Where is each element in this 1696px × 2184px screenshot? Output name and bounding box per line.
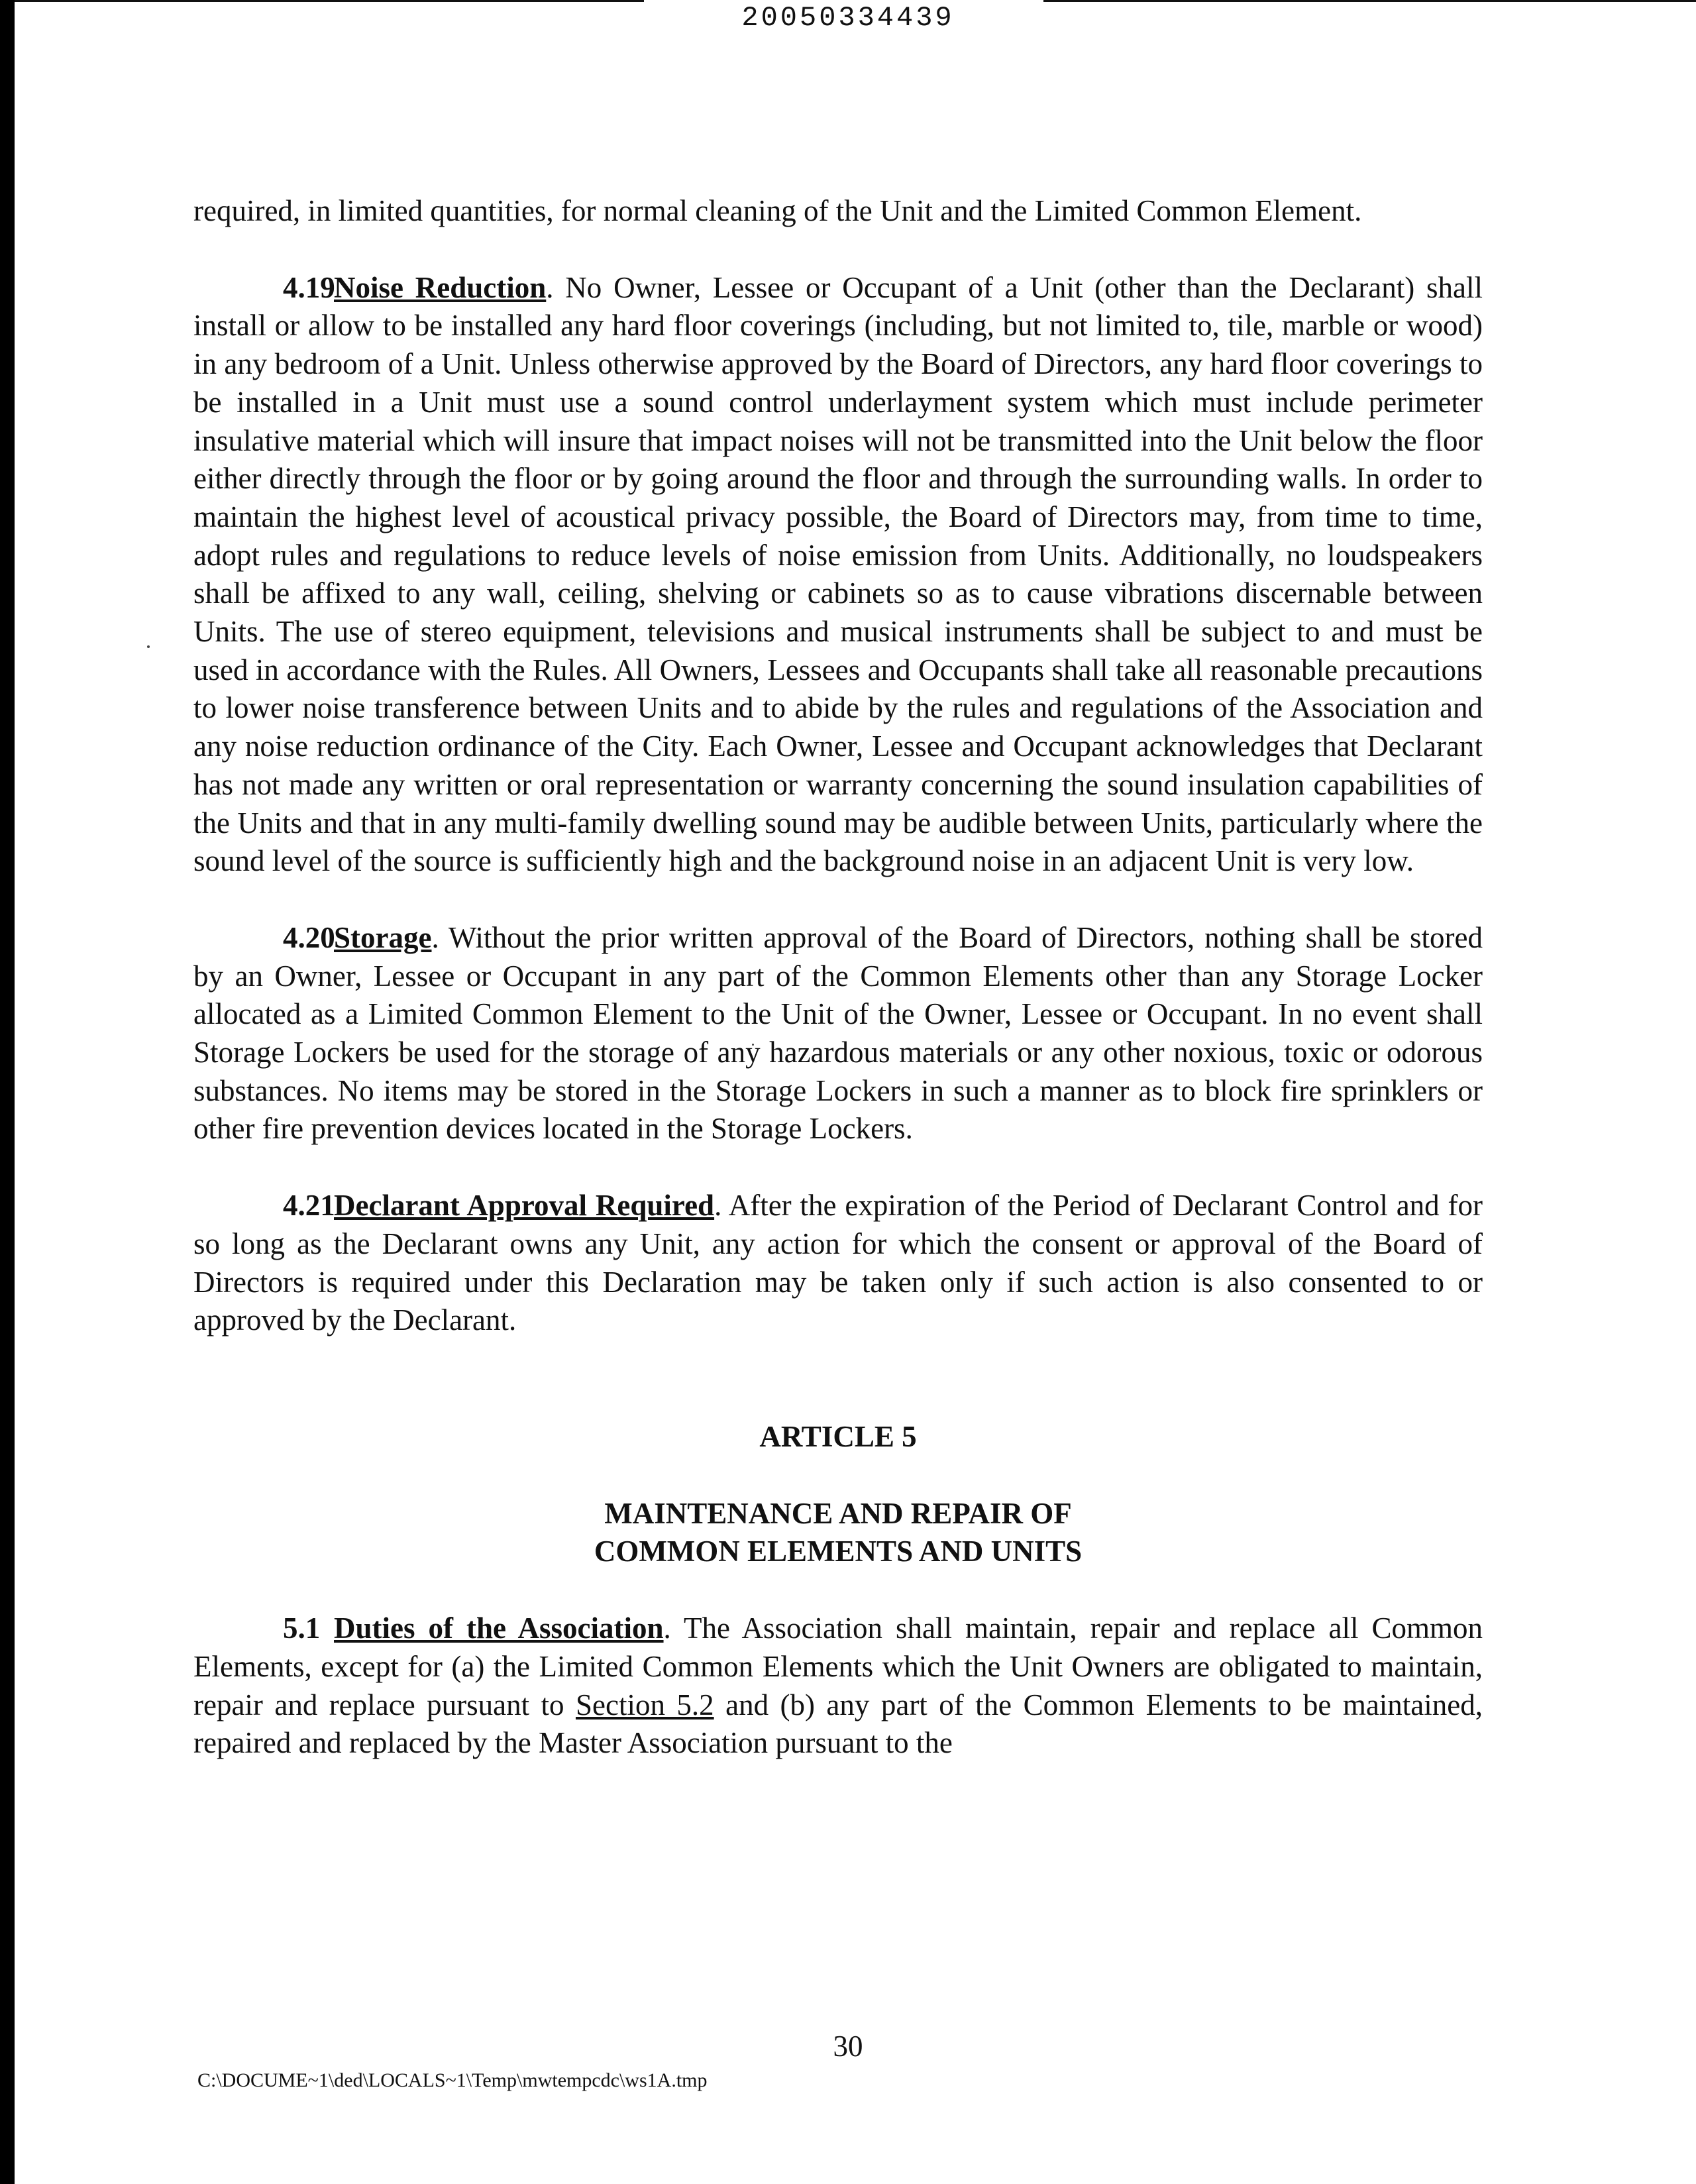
section-heading: Noise Reduction [334,270,547,304]
article-label: ARTICLE 5 [759,1419,917,1453]
scan-speck [147,645,150,648]
continuation-paragraph: required, in limited quantities, for normal cleaning of the Unit and the Limited Common Element. [193,194,1362,227]
section-number: 4.21 [283,1189,335,1223]
section-body: . After the expiration of the Period of Declarant Control and for so long as the Declarant owns any Unit, any action for which the consent or approval of the Board of Directors is required under this Declaration may be taken only if such action is also consented to or approved by the Declarant. [193,1189,1483,1337]
article-title-line-1: MAINTENANCE AND REPAIR OF [604,1496,1072,1530]
scan-left-edge [0,0,15,2184]
footer-file-path: C:\DOCUME~1\ded\LOCALS~1\Temp\mwtempcdc\ws1A.tmp [197,2069,708,2091]
section-body: . No Owner, Lessee or Occupant of a Unit (other than the Declarant) shall install or allow to be installed any hard floor coverings (including, but not limited to, tile, marble or wood) in any bedroom of a Unit. Unless otherwise approved by the Board of Directors, any hard floor coverings to be installed in a Unit must use a sound control underlayment system which must include perimeter insulative material which will insure that impact noises will not be transmitted into the Unit below the floor either directly through the floor or by going around the floor and through the surrounding walls. In order to maintain the highest level of acoustical privacy possible, the Board of Directors may, from time to time, adopt rules and regulations to reduce levels of noise emission from Units. Additionally, no loudspeakers shall be affixed to any wall, ceiling, shelving or cabinets so as to cause vibrations discernable between Units. The use of stereo equipment, televisions and musical instruments shall be subject to and must be used in accordance with the Rules. All Owners, Lessees and Occupants shall take all reasonable precautions to lower noise transference between Units and to abide by the rules and regulations of the Association and any noise reduction ordinance of the City. Each Owner, Lessee and Occupant acknowledges that Declarant has not made any written or oral representation or warranty concerning the sound insulation capabilities of the Units and that in any multi-family dwelling sound may be audible between Units, particularly where the sound level of the source is sufficiently high and the background noise in an adjacent Unit is very low. [193,270,1483,878]
section-4-20 [193,919,1483,1148]
section-heading: Storage [334,920,432,954]
document-number: 20050334439 [741,2,955,34]
section-5-1 [193,1610,1483,1763]
section-body: . Without the prior written approval of the Board of Directors, nothing shall be stored by an Owner, Lessee or Occupant in any part of the Common Elements other than any Storage Locker allocated as a Limited Common Element to the Unit of the Owner, Lessee or Occupant. In no event shall Storage Lockers be used for the storage of any hazardous materials or any other noxious, toxic or odorous substances. No items may be stored in the Storage Lockers in such a manner as to block fire sprinklers or other fire prevention devices located in the Storage Lockers. [193,920,1483,1146]
section-body-continued: and (b) any part of the Common Elements to be maintained, repaired and replaced by the Master Association pursuant to the [193,1688,1483,1760]
document-body [193,192,1483,1763]
section-number: 4.20 [283,920,335,954]
section-cross-reference: Section 5.2 [575,1688,714,1721]
section-4-21 [193,1187,1483,1340]
article-title-line-2: COMMON ELEMENTS AND UNITS [594,1535,1083,1568]
section-heading: Declarant Approval Required [334,1189,715,1223]
section-number: 5.1 [283,1611,321,1645]
section-body: . The Association shall maintain, repair and replace all Common Elements, except for (a) the Limited Common Elements which the Unit Owners are obligated to maintain, repair and replace pursuant to [193,1611,1483,1721]
section-heading: Duties of the Association [334,1611,664,1645]
section-4-19 [193,269,1483,881]
section-number: 4.19 [283,270,335,304]
page-number: 30 [833,2030,863,2063]
